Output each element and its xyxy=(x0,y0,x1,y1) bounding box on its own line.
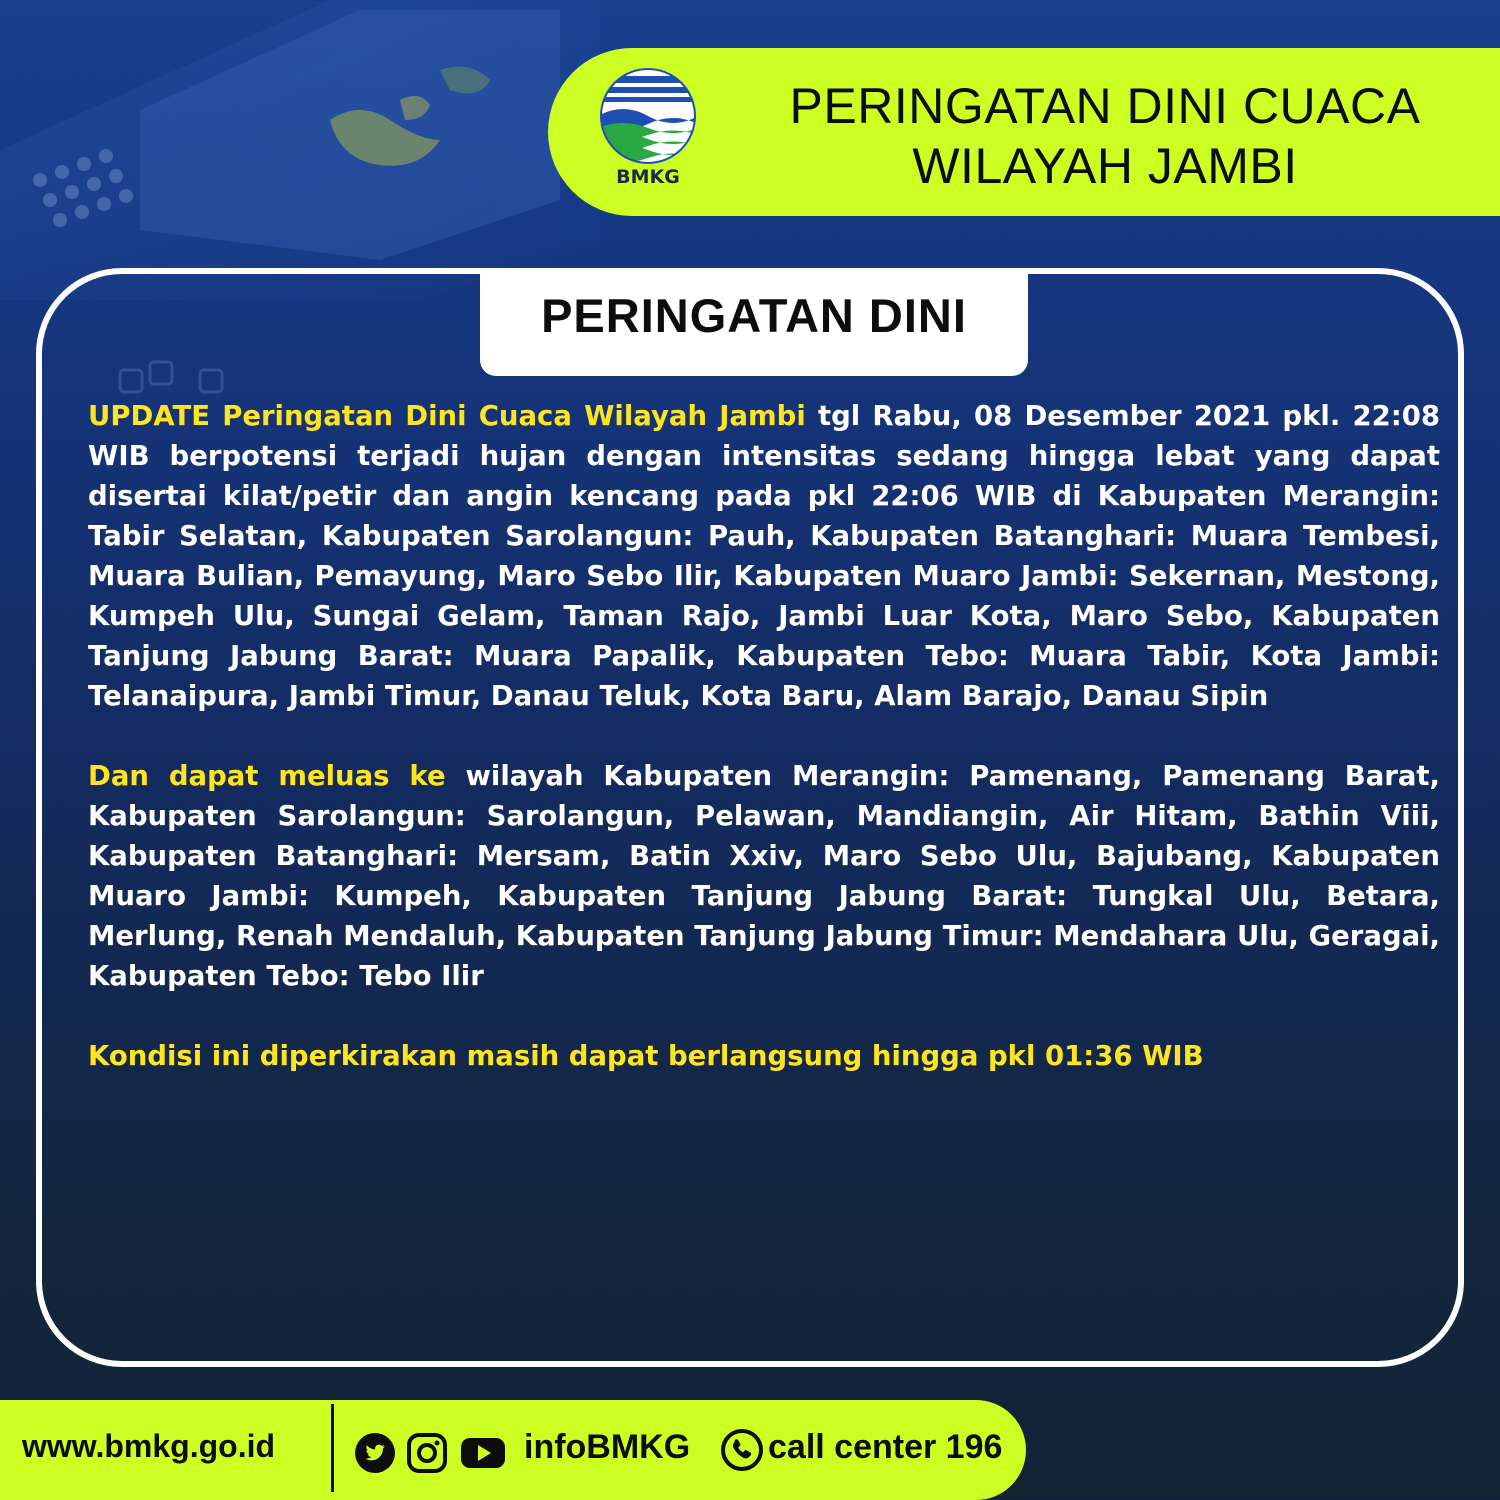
warning-content xyxy=(88,396,1440,1116)
paragraph-2-text: wilayah Kabupaten Merangin: Pamenang, Pamenang Barat, Kabupaten Sarolangun: Sarolangun, Pelawan, Mandiangin, Air Hitam, Bathin Viii, Kabupaten Batanghari: Mersam, Batin Xxiv, Maro Sebo Ulu, Bajubang, Kabupaten Muaro Jambi: Kumpeh, Kabupaten Tanjung Jabung Barat: Tungkal Ulu, Betara, Merlung, Renah Mendaluh, Kabupaten Tanjung Jabung Timur: Mendahara Ulu, Geragai, Kabupaten Tebo: Tebo Ilir xyxy=(88,760,1440,992)
page-title xyxy=(760,76,1450,196)
instagram-icon[interactable] xyxy=(406,1432,448,1474)
warning-paragraph-1 xyxy=(88,396,1440,716)
phone-icon xyxy=(720,1428,764,1472)
bmkg-logo-text: BMKG xyxy=(616,166,680,188)
paragraph-1-text: tgl Rabu, 08 Desember 2021 pkl. 22:08 WIB berpotensi terjadi hujan dengan intensitas sedang hingga lebat yang dapat disertai kilat/petir dan angin kencang pada pkl 22:06 WIB di Kabupaten Merangin: Tabir Selatan, Kabupaten Sarolangun: Pauh, Kabupaten Batanghari: Muara Tembesi, Muara Bulian, Pemayung, Maro Sebo Ilir, Kabupaten Muaro Jambi: Sekernan, Mestong, Kumpeh Ulu, Sungai Gelam, Taman Rajo, Jambi Luar Kota, Maro Sebo, Kabupaten Tanjung Jabung Barat: Muara Papalik, Kabupaten Tebo: Muara Tabir, Kota Jambi: Telanaipura, Jambi Timur, Danau Teluk, Kota Baru, Alam Barajo, Danau Sipin xyxy=(88,400,1440,712)
card-tab xyxy=(480,270,1028,376)
warning-paragraph-3: Kondisi ini diperkirakan masih dapat berlangsung hingga pkl 01:36 WIB xyxy=(88,1040,1204,1072)
page-title-line2: WILAYAH JAMBI xyxy=(912,138,1298,194)
twitter-icon[interactable] xyxy=(354,1432,396,1474)
call-center-text: call center 196 xyxy=(768,1428,1003,1466)
card-tab-title: PERINGATAN DINI xyxy=(541,289,967,342)
social-handle[interactable]: infoBMKG xyxy=(524,1428,691,1466)
warning-paragraph-2 xyxy=(88,756,1440,996)
paragraph-2-highlight: Dan dapat meluas ke xyxy=(88,760,446,792)
page-title-line1: PERINGATAN DINI CUACA xyxy=(789,78,1421,134)
footer-divider xyxy=(331,1404,334,1492)
youtube-icon[interactable] xyxy=(460,1432,506,1474)
website-link[interactable]: www.bmkg.go.id xyxy=(22,1428,276,1464)
paragraph-1-highlight: UPDATE Peringatan Dini Cuaca Wilayah Jambi xyxy=(88,400,806,432)
